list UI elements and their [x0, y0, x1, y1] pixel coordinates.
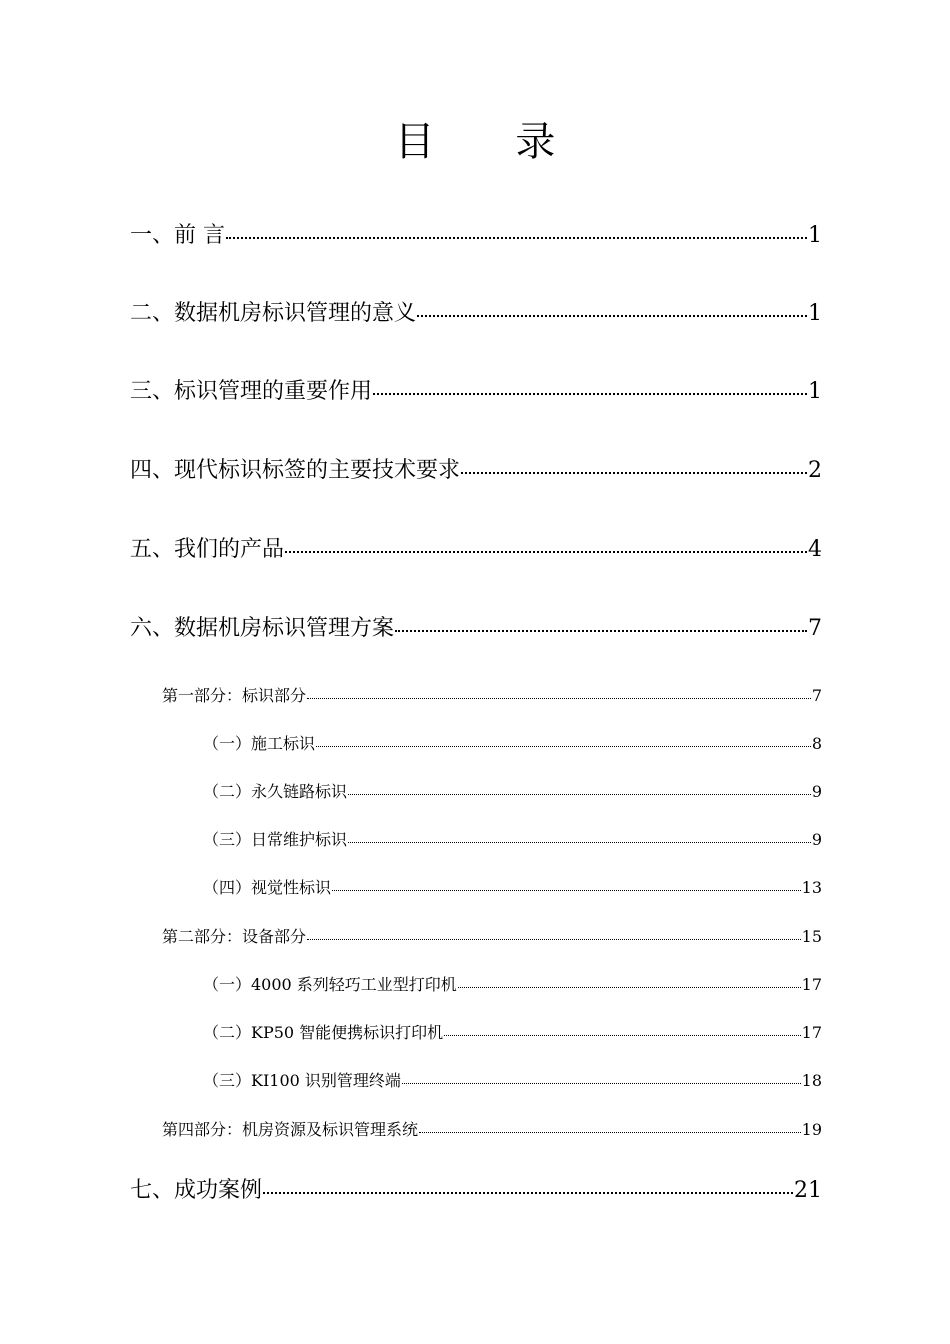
toc-page-number: 17 — [801, 975, 822, 994]
toc-page-number: 1 — [808, 223, 822, 248]
toc-leader-dots — [316, 746, 811, 747]
toc-page-number: 21 — [794, 1178, 822, 1203]
toc-page-number: 1 — [808, 379, 822, 404]
toc-leader-dots — [458, 987, 801, 988]
toc-entry-importance[interactable] — [130, 377, 822, 407]
toc-label: 六、数据机房标识管理方案 — [130, 616, 395, 641]
toc-label: （二）KP50 智能便携标识打印机 — [203, 1023, 444, 1042]
toc-leader-dots — [226, 237, 807, 239]
toc-leader-dots — [348, 794, 811, 795]
toc-label: 一、前 言 — [130, 223, 225, 248]
toc-page-number: 19 — [801, 1120, 822, 1139]
toc-leader-dots — [444, 1035, 800, 1036]
toc-label: 二、数据机房标识管理的意义 — [130, 301, 417, 326]
toc-entry-ki100-terminal[interactable] — [203, 1069, 822, 1093]
toc-leader-dots — [419, 1132, 801, 1133]
toc-label: 三、标识管理的重要作用 — [130, 379, 373, 404]
toc-leader-dots — [461, 472, 807, 474]
toc-label: 四、现代标识标签的主要技术要求 — [130, 458, 461, 483]
toc-leader-dots — [395, 630, 807, 632]
toc-page-number: 13 — [801, 878, 822, 897]
page-title: 目 录 — [394, 119, 590, 165]
toc-leader-dots — [285, 551, 807, 553]
toc-label: （四）视觉性标识 — [203, 878, 332, 897]
toc-leader-dots — [348, 842, 811, 843]
toc-page-number: 4 — [808, 537, 822, 562]
toc-page-number: 18 — [801, 1071, 822, 1090]
toc-page-number: 8 — [811, 734, 822, 753]
toc-entry-cases[interactable] — [130, 1176, 822, 1206]
toc-label: 第一部分：标识部分 — [162, 686, 307, 705]
toc-label: 第二部分：设备部分 — [162, 927, 307, 946]
toc-entry-significance[interactable] — [130, 299, 822, 329]
toc-page-number: 15 — [801, 927, 822, 946]
toc-entry-solution[interactable] — [130, 614, 822, 644]
toc-label: 七、成功案例 — [130, 1178, 263, 1203]
toc-label: 五、我们的产品 — [130, 537, 285, 562]
toc-label: （二）永久链路标识 — [203, 782, 348, 801]
toc-page-number: 2 — [808, 458, 822, 483]
toc-entry-maintenance-labels[interactable] — [203, 828, 822, 852]
toc-entry-visual-labels[interactable] — [203, 876, 822, 900]
toc-label: （一）4000 系列轻巧工业型打印机 — [203, 975, 457, 994]
toc-label: （三）日常维护标识 — [203, 830, 348, 849]
toc-leader-dots — [307, 698, 811, 699]
toc-entry-preface[interactable] — [130, 221, 822, 251]
toc-page-number: 7 — [811, 686, 822, 705]
toc-page-number: 17 — [801, 1023, 822, 1042]
toc-leader-dots — [332, 890, 801, 891]
toc-label: 第四部分：机房资源及标识管理系统 — [162, 1120, 419, 1139]
toc-entry-permanent-link-labels[interactable] — [203, 780, 822, 804]
toc-leader-dots — [417, 315, 807, 317]
toc-entry-part2[interactable] — [162, 925, 822, 949]
toc-entry-requirements[interactable] — [130, 456, 822, 486]
toc-entry-construction-labels[interactable] — [203, 732, 822, 756]
toc-page-number: 1 — [808, 301, 822, 326]
toc-entry-kp50-printer[interactable] — [203, 1021, 822, 1045]
toc-entry-products[interactable] — [130, 535, 822, 565]
toc-leader-dots — [263, 1192, 793, 1194]
toc-label: （三）KI100 识别管理终端 — [203, 1071, 401, 1090]
toc-entry-part1[interactable] — [162, 684, 822, 708]
toc-entry-4000-printer[interactable] — [203, 973, 822, 997]
toc-page-number: 9 — [811, 830, 822, 849]
toc-page-number: 7 — [808, 616, 822, 641]
toc-entry-part4[interactable] — [162, 1118, 822, 1142]
toc-leader-dots — [373, 393, 807, 395]
toc-label: （一）施工标识 — [203, 734, 316, 753]
toc-page-number: 9 — [811, 782, 822, 801]
toc-leader-dots — [402, 1083, 801, 1084]
toc-leader-dots — [307, 939, 801, 940]
